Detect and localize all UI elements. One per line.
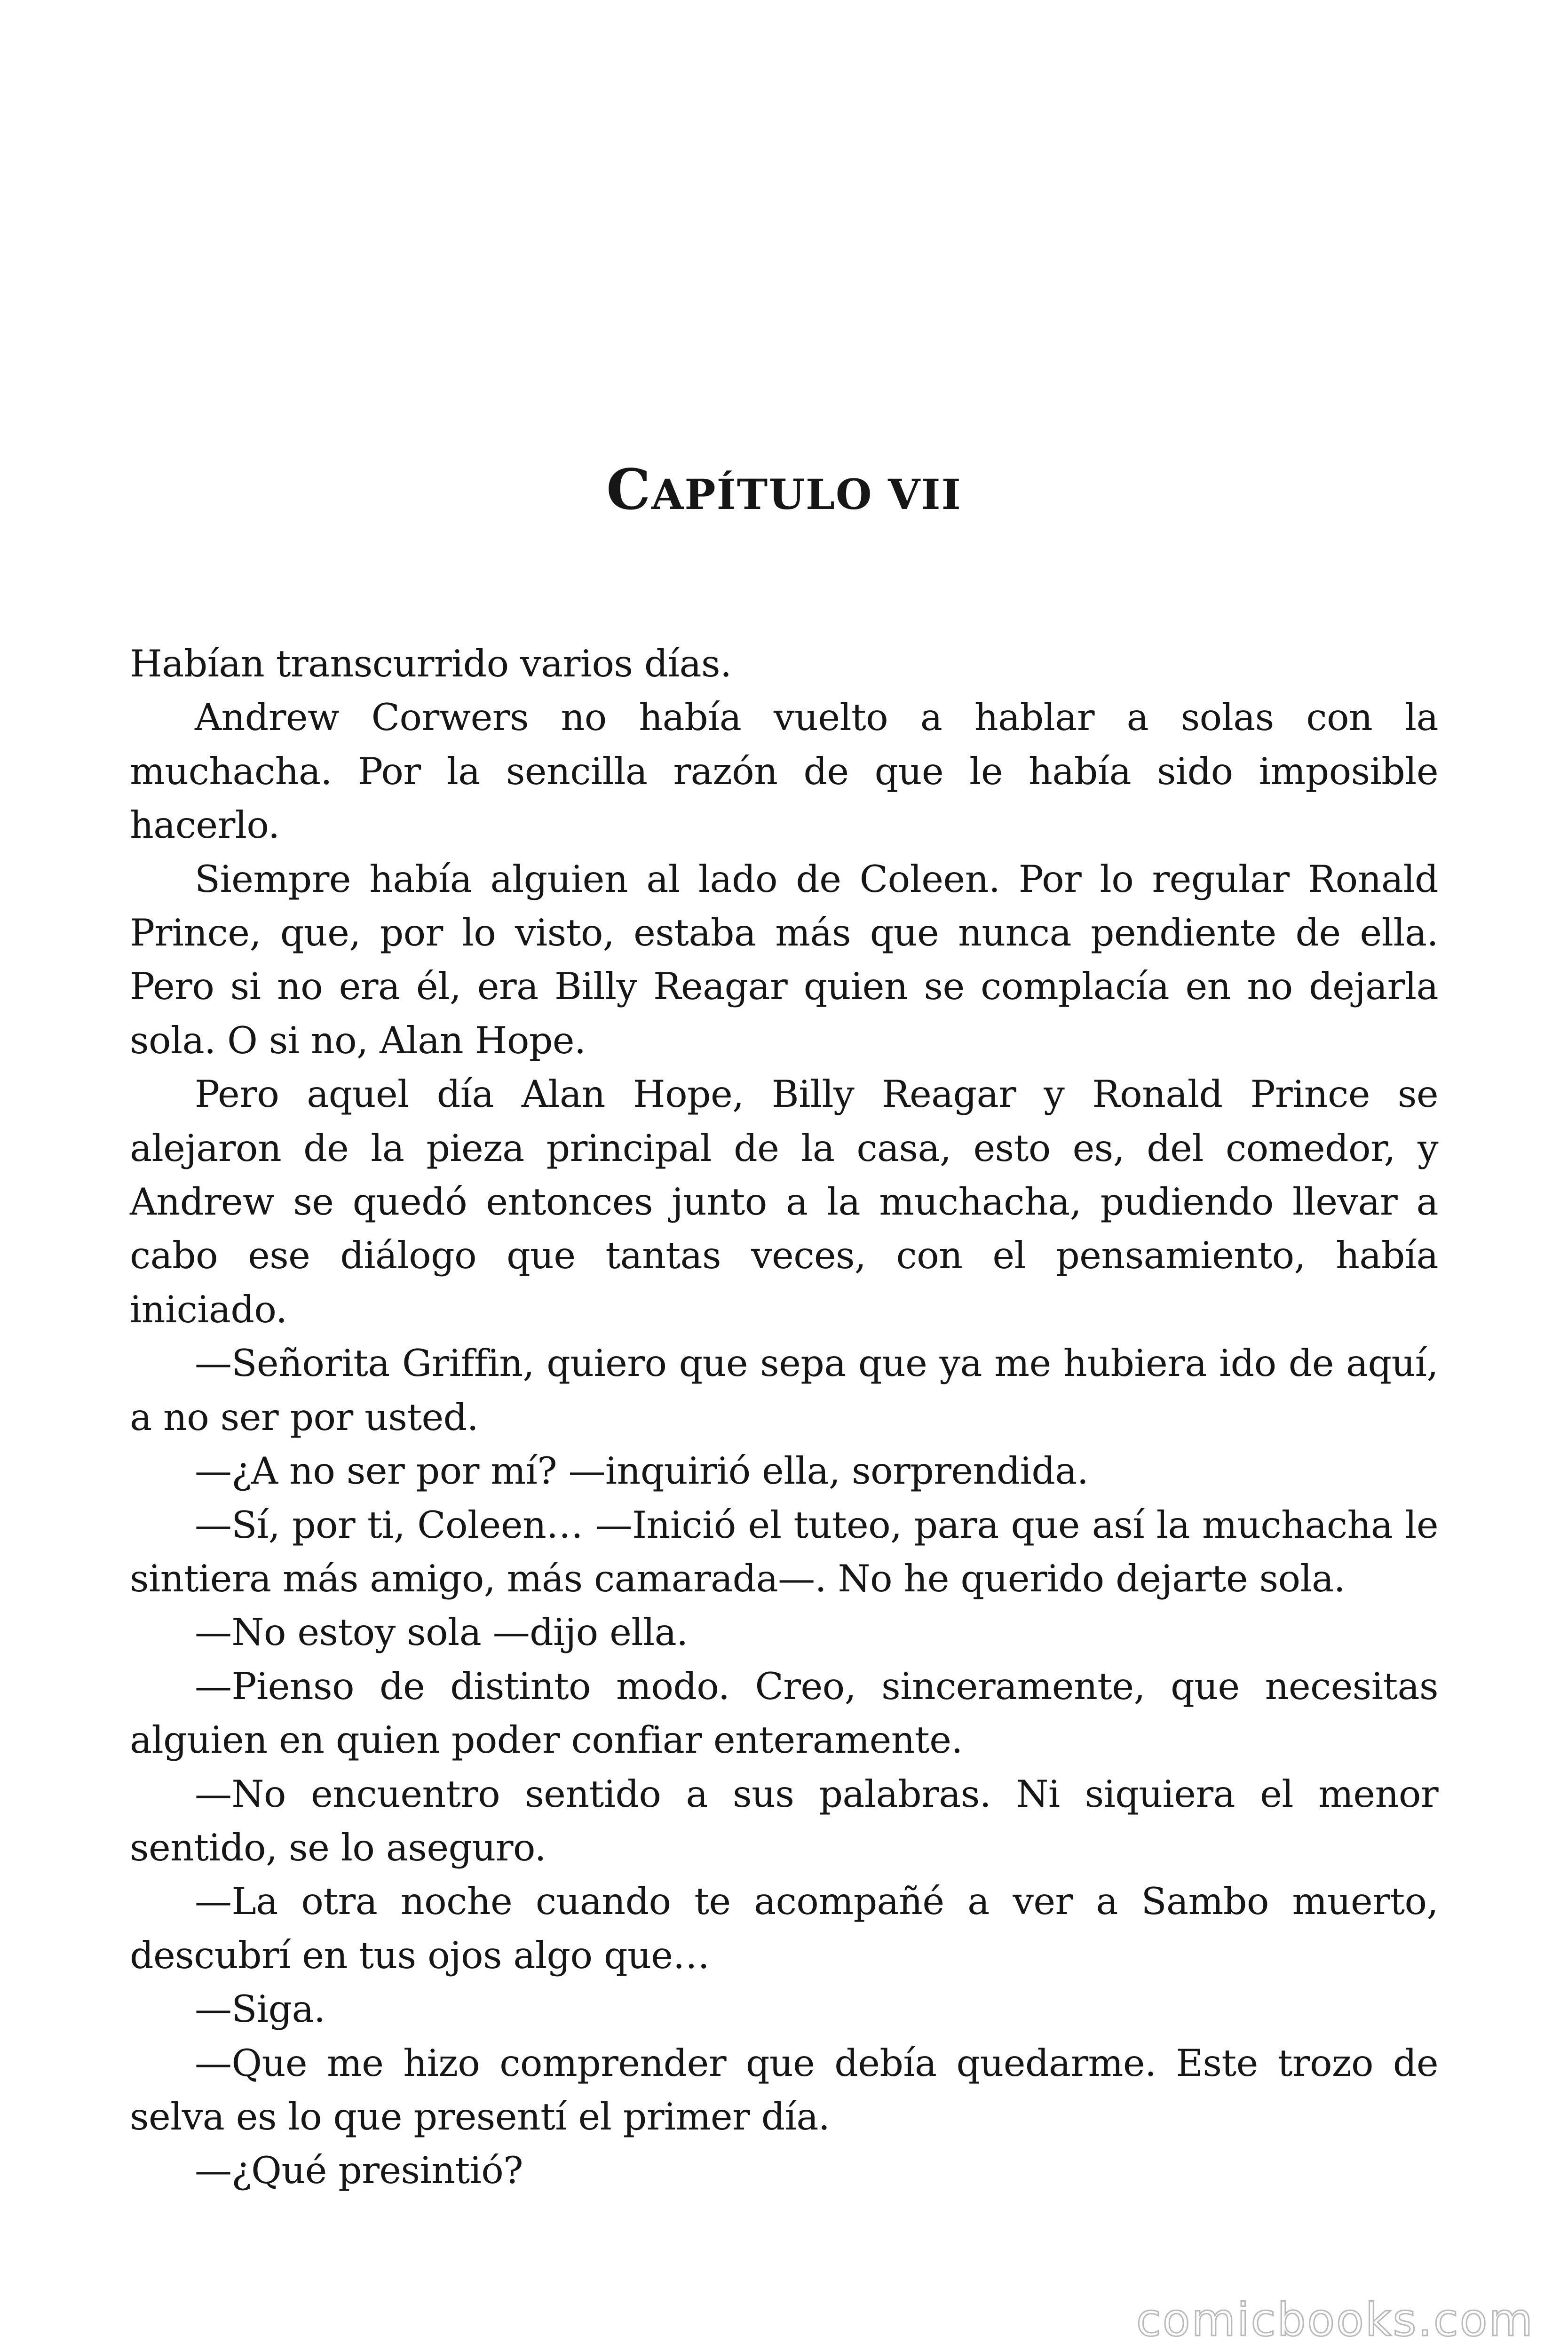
dialogue-line: —¿A no ser por mí? —inquirió ella, sorprendida. [195, 1449, 1089, 1493]
watermark: comicbooks.com [1136, 2294, 1534, 2346]
dialogue-line: —¿Qué presintió? [195, 2149, 523, 2193]
dialogue-line: —No estoy sola —dijo ella. [195, 1611, 688, 1654]
paragraph: Habían transcurrido varios días. [130, 642, 732, 685]
dialogue-line: —Señorita Griffin, quiero que sepa que ya me hubiera ido de aquí, a no ser por usted. [130, 1342, 1438, 1439]
body-text [130, 637, 1438, 2198]
dialogue-line: —La otra noche cuando te acompañé a ver a Sambo muerto, descubrí en tus ojos algo que… [130, 1880, 1438, 1977]
chapter-title-initial: C [606, 457, 652, 522]
dialogue-line: —No encuentro sentido a sus palabras. Ni siquiera el menor sentido, se lo aseguro. [130, 1772, 1438, 1869]
paragraph: Andrew Corwers no había vuelto a hablar a solas con la muchacha. Por la sencilla razón de que le había sido imposible hacerlo. [130, 696, 1438, 847]
dialogue-line: —Siga. [195, 1987, 325, 2031]
dialogue-line: —Pienso de distinto modo. Creo, sinceramente, que necesitas alguien en quien poder confiar enteramente. [130, 1664, 1438, 1762]
chapter-title [0, 456, 1568, 523]
paragraph: Pero aquel día Alan Hope, Billy Reagar y Ronald Prince se alejaron de la pieza principal de la casa, esto es, del comedor, y Andrew se quedó entonces junto a la muchacha, pudiendo llevar a cabo ese diálogo que tantas veces, con el pensamiento, había iniciado. [130, 1073, 1438, 1331]
chapter-title-rest: APÍTULO VII [651, 470, 962, 519]
paragraph: Siempre había alguien al lado de Coleen. Por lo regular Ronald Prince, que, por lo visto, estaba más que nunca pendiente de ella. Pero si no era él, era Billy Reagar quien se complacía en no dejarla sola. O si no, Alan Hope. [130, 857, 1438, 1062]
dialogue-line: —Que me hizo comprender que debía quedarme. Este trozo de selva es lo que presentí el primer día. [130, 2041, 1438, 2138]
dialogue-line: —Sí, por ti, Coleen… —Inició el tuteo, para que así la muchacha le sintiera más amigo, más camarada—. No he querido dejarte sola. [130, 1503, 1438, 1600]
